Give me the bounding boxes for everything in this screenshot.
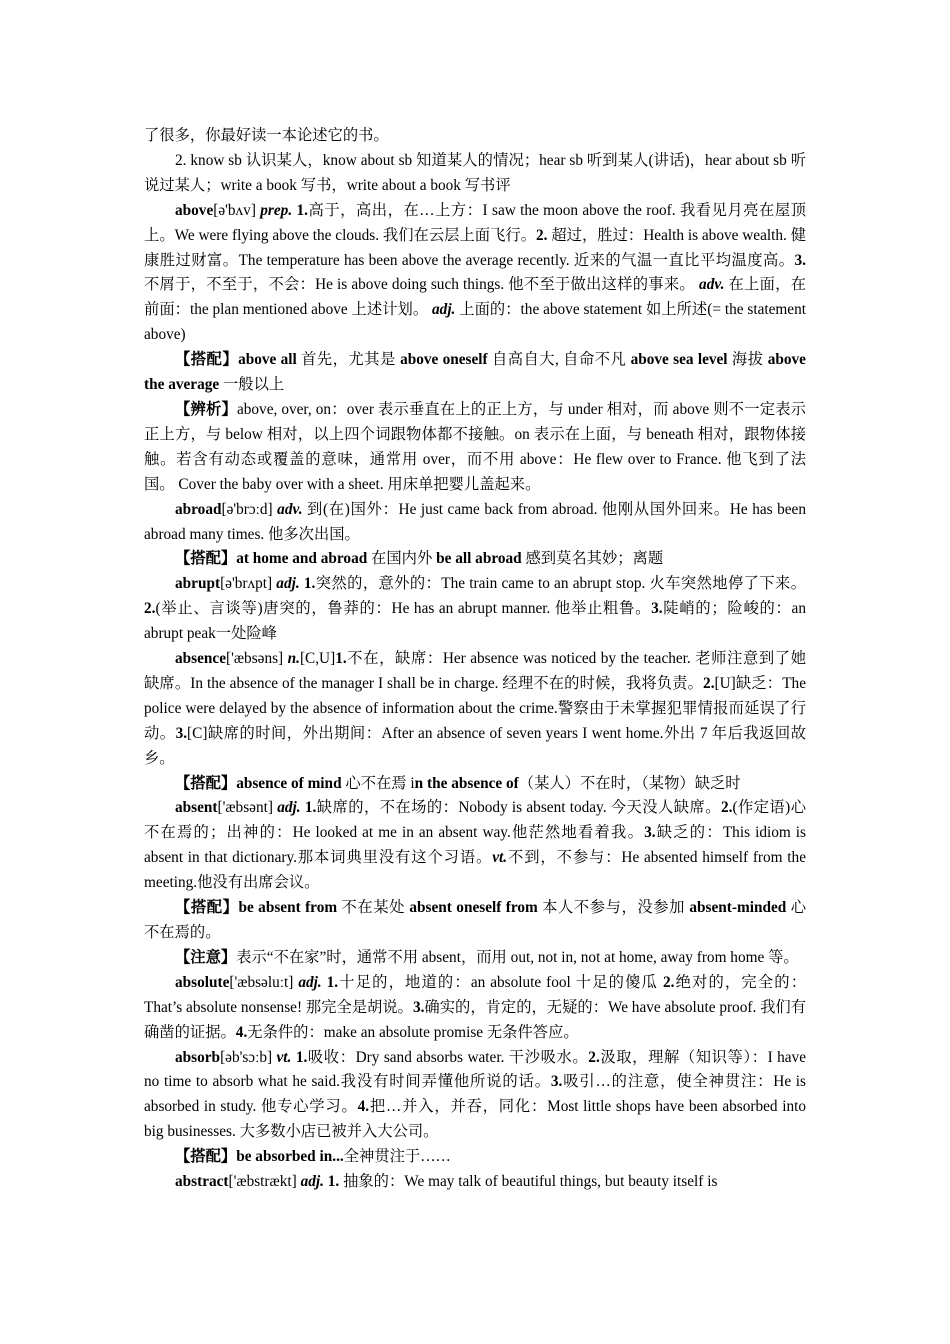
emphasis-text: abroad [175,500,222,518]
emphasis-text: abrupt [175,575,221,593]
dictionary-paragraph [144,896,806,946]
document-page [144,124,806,1195]
emphasis-text: absent [175,799,218,817]
emphasis-text: above [175,201,214,219]
body-text: [C,U] [299,650,336,668]
body-text: 绝对的，完全的：That’s absolute nonsense! 那完全是胡说。 [144,973,806,1016]
body-text: 首先，尤其是 [296,351,401,369]
emphasis-text: 【注意】 [175,948,237,966]
emphasis-text: 2. [588,1048,600,1066]
body-text: 吸引…的注意，使全神贯注：He is absorbed in study. 他专心学习。 [144,1073,806,1116]
body-text: 无条件的：make an absolute promise 无条件答应。 [247,1023,579,1041]
body-text: 不在某处 [337,899,410,917]
emphasis-text: 3. [412,998,425,1016]
body-text: 心不在焉的。 [144,899,806,941]
emphasis-text: 1. [304,799,317,817]
body-text: [U]缺乏：The police were delayed by the absence of information about the crime.警察由于未掌握犯罪情报而延误了行动。 [144,674,806,742]
body-text: (作定语)心不在焉的；出神的：He looked at me in an absent way.他茫然地看着我。 [144,799,806,842]
body-text: 突然的，意外的：The train came to an abrupt stop. 火车突然地停了下来。 [315,575,806,593]
emphasis-text: adj. [276,575,300,593]
emphasis-text: be all abroad [436,550,522,568]
emphasis-text: absent-minded [689,899,787,917]
body-text: 心不在焉 i [341,774,415,792]
body-text: 陡峭的；险峻的：an abrupt peak一处险峰 [144,600,806,643]
emphasis-text: 1. [295,1048,308,1066]
body-text: 一般以上 [219,376,285,394]
body-text: 不屑于，不至于，不会：He is above doing such things. 他不至于做出这样的事来。 [144,276,700,294]
emphasis-text: 4. [235,1023,248,1041]
dictionary-paragraph [144,348,806,398]
body-text: 不在，缺席：Her absence was noticed by the teacher. 老师注意到了她缺席。In the absence of the manager I shall be in charge. 经理不在的时候，我将负责。 [144,650,806,692]
body-text: 在上面，在前面：the plan mentioned above 上述计划。 [144,276,806,319]
body-text: 表示“不在家”时，通常不用 absent，而用 out, not in, not at home, away from home 等。 [236,948,799,966]
body-text: ['æbsəns] [226,650,284,668]
body-text: （某人）不在时，（某物）缺乏时 [518,774,741,792]
body-text: [əb'sɔːb] [220,1048,277,1066]
body-text: 2. know sb 认识某人，know about sb 知道某人的情况；hear sb 听到某人(讲话)，hear about sb 听说过某人；write a book 写书，write about a book 写书评 [144,151,806,194]
dictionary-paragraph [144,124,806,149]
dictionary-paragraph [144,796,806,896]
dictionary-paragraph [144,1046,806,1146]
body-text: 抽象的：We may talk of beautiful things, but beauty itself is [339,1173,718,1191]
emphasis-text: 3. [644,824,656,842]
body-text: [ə'brɔːd] [221,500,278,518]
body-text: 在国内外 [367,550,437,568]
emphasis-text: 3. [651,600,663,618]
body-text: 缺乏的：This idiom is absent in that dictionary.那本词典里没有这个习语。 [144,824,807,867]
emphasis-text: vt. [492,849,508,867]
dictionary-paragraph [144,946,806,971]
body-text: 汲取，理解（知识等）：I have no time to absorb what he said.我没有时间弄懂他所说的话。 [144,1048,806,1091]
emphasis-text: absent oneself from [409,899,538,917]
dictionary-paragraph [144,199,806,348]
dictionary-paragraph [144,647,806,772]
body-text: 高于，高出，在…上方：I saw the moon above the roof. 我看见月亮在屋顶上。We were flying above the clouds. 我们在云层上面飞行。 [144,201,806,244]
emphasis-text: above the average [144,351,806,394]
body-text: 超过，胜过：Health is above wealth. 健康胜过财富。The temperature has been above the average recently. 近来的气温一直比平均温度高。 [144,226,806,269]
body-text: 自高自大, 自命不凡 [487,351,631,369]
emphasis-text: 4. [357,1098,370,1116]
dictionary-paragraph [144,149,806,199]
emphasis-text: 【搭配】above all [175,351,297,369]
emphasis-text: adj. [298,973,322,991]
emphasis-text: adv. [699,276,725,294]
emphasis-text: n. [287,650,300,668]
body-text: (举止、言谈等)唐突的，鲁莽的：He has an abrupt manner. 他举止粗鲁。 [155,600,652,618]
dictionary-paragraph [144,547,806,572]
body-text: 全神贯注于…… [343,1148,451,1166]
emphasis-text: 1. [326,973,339,991]
emphasis-text: 3. [794,251,806,269]
body-text: 确实的，肯定的，无疑的：We have absolute proof. 我们有确凿的证据。 [144,998,806,1041]
body-text: 上面的：the above statement 如上所述(= the statement above) [144,301,806,344]
emphasis-text: absence [175,650,226,668]
emphasis-text: absolute [175,973,230,991]
emphasis-text: 2. [703,674,715,692]
emphasis-text: 【搭配】be absorbed in... [175,1148,344,1166]
body-text: 十足的，地道的：an absolute fool 十足的傻瓜 [338,973,663,991]
body-text: 海拔 [727,351,768,369]
emphasis-text: 1. [327,1173,340,1191]
emphasis-text: 2. [720,799,733,817]
body-text: 缺席的，不在场的：Nobody is absent today. 今天没人缺席。 [316,799,721,817]
emphasis-text: prep. [260,201,293,219]
dictionary-paragraph [144,572,806,647]
body-text: 吸收：Dry sand absorbs water. 干沙吸水。 [307,1048,589,1066]
emphasis-text: 【搭配】at home and abroad [175,550,368,568]
dictionary-paragraph [144,772,806,797]
emphasis-text: 2. [144,600,156,618]
dictionary-paragraph [144,498,806,548]
emphasis-text: adv. [277,500,303,518]
emphasis-text: 2. [662,973,675,991]
body-text: 把…并入，并吞，同化：Most little shops have been absorbed into big businesses. 大多数小店已被并入大公司。 [144,1098,807,1141]
emphasis-text: adj. [300,1173,324,1191]
emphasis-text: 1. [335,650,347,668]
body-text: ['æbstrækt] [228,1173,301,1191]
emphasis-text: 3. [550,1073,563,1091]
body-text: 不到，不参与：He absented himself from the meeting.他没有出席会议。 [144,849,806,892]
body-text: [C]缺席的时间，外出期间：After an absence of seven years I went home.外出 7 年后我返回故乡。 [144,724,806,767]
body-text: ['æbsənt] [217,799,273,817]
emphasis-text: 2. [536,226,548,244]
dictionary-paragraph [144,971,806,1046]
emphasis-text: above oneself [400,351,488,369]
body-text: 感到莫名其妙；离题 [521,550,664,568]
emphasis-text: 【搭配】be absent from [175,899,338,917]
body-text: 到(在)国外：He just came back from abroad. 他刚从国外回来。He has been abroad many times. 他多次出国。 [144,500,806,543]
dictionary-paragraph [144,1145,806,1170]
emphasis-text: absorb [175,1048,221,1066]
body-text: above, over, on：over 表示垂直在上的正上方，与 under 相对，而 above 则不一定表示正上方，与 below 相对，以上四个词跟物体都不接触。on 表示在上面，与 beneath 相对，跟物体接触。若含有动态或覆盖的意味，通常用 over，而不用 above：He flew over to France. 他飞到了法国。 Cover the baby over with a sheet. 用床单把婴儿盖起来。 [144,400,806,493]
emphasis-text: 【搭配】absence of mind [175,774,342,792]
dictionary-paragraph [144,1170,806,1195]
emphasis-text: adj. [277,799,301,817]
body-text: 本人不参与，没参加 [537,899,690,917]
emphasis-text: vt. [276,1048,292,1066]
emphasis-text: above sea level [630,351,728,369]
dictionary-paragraph [144,398,806,498]
emphasis-text: abstract [175,1173,229,1191]
emphasis-text: n the absence of [414,774,519,792]
emphasis-text: 1. [303,575,316,593]
body-text: 了很多，你最好读一本论述它的书。 [144,127,389,144]
emphasis-text: adj. [432,301,456,319]
emphasis-text: 【辨析】 [175,400,237,418]
emphasis-text: 1. [296,201,308,219]
emphasis-text: 3. [175,724,188,742]
body-text: ['æbsəluːt] [229,973,299,991]
body-text: [ə'bʌv] [213,201,261,219]
body-text: [ə'brʌpt] [220,575,277,593]
